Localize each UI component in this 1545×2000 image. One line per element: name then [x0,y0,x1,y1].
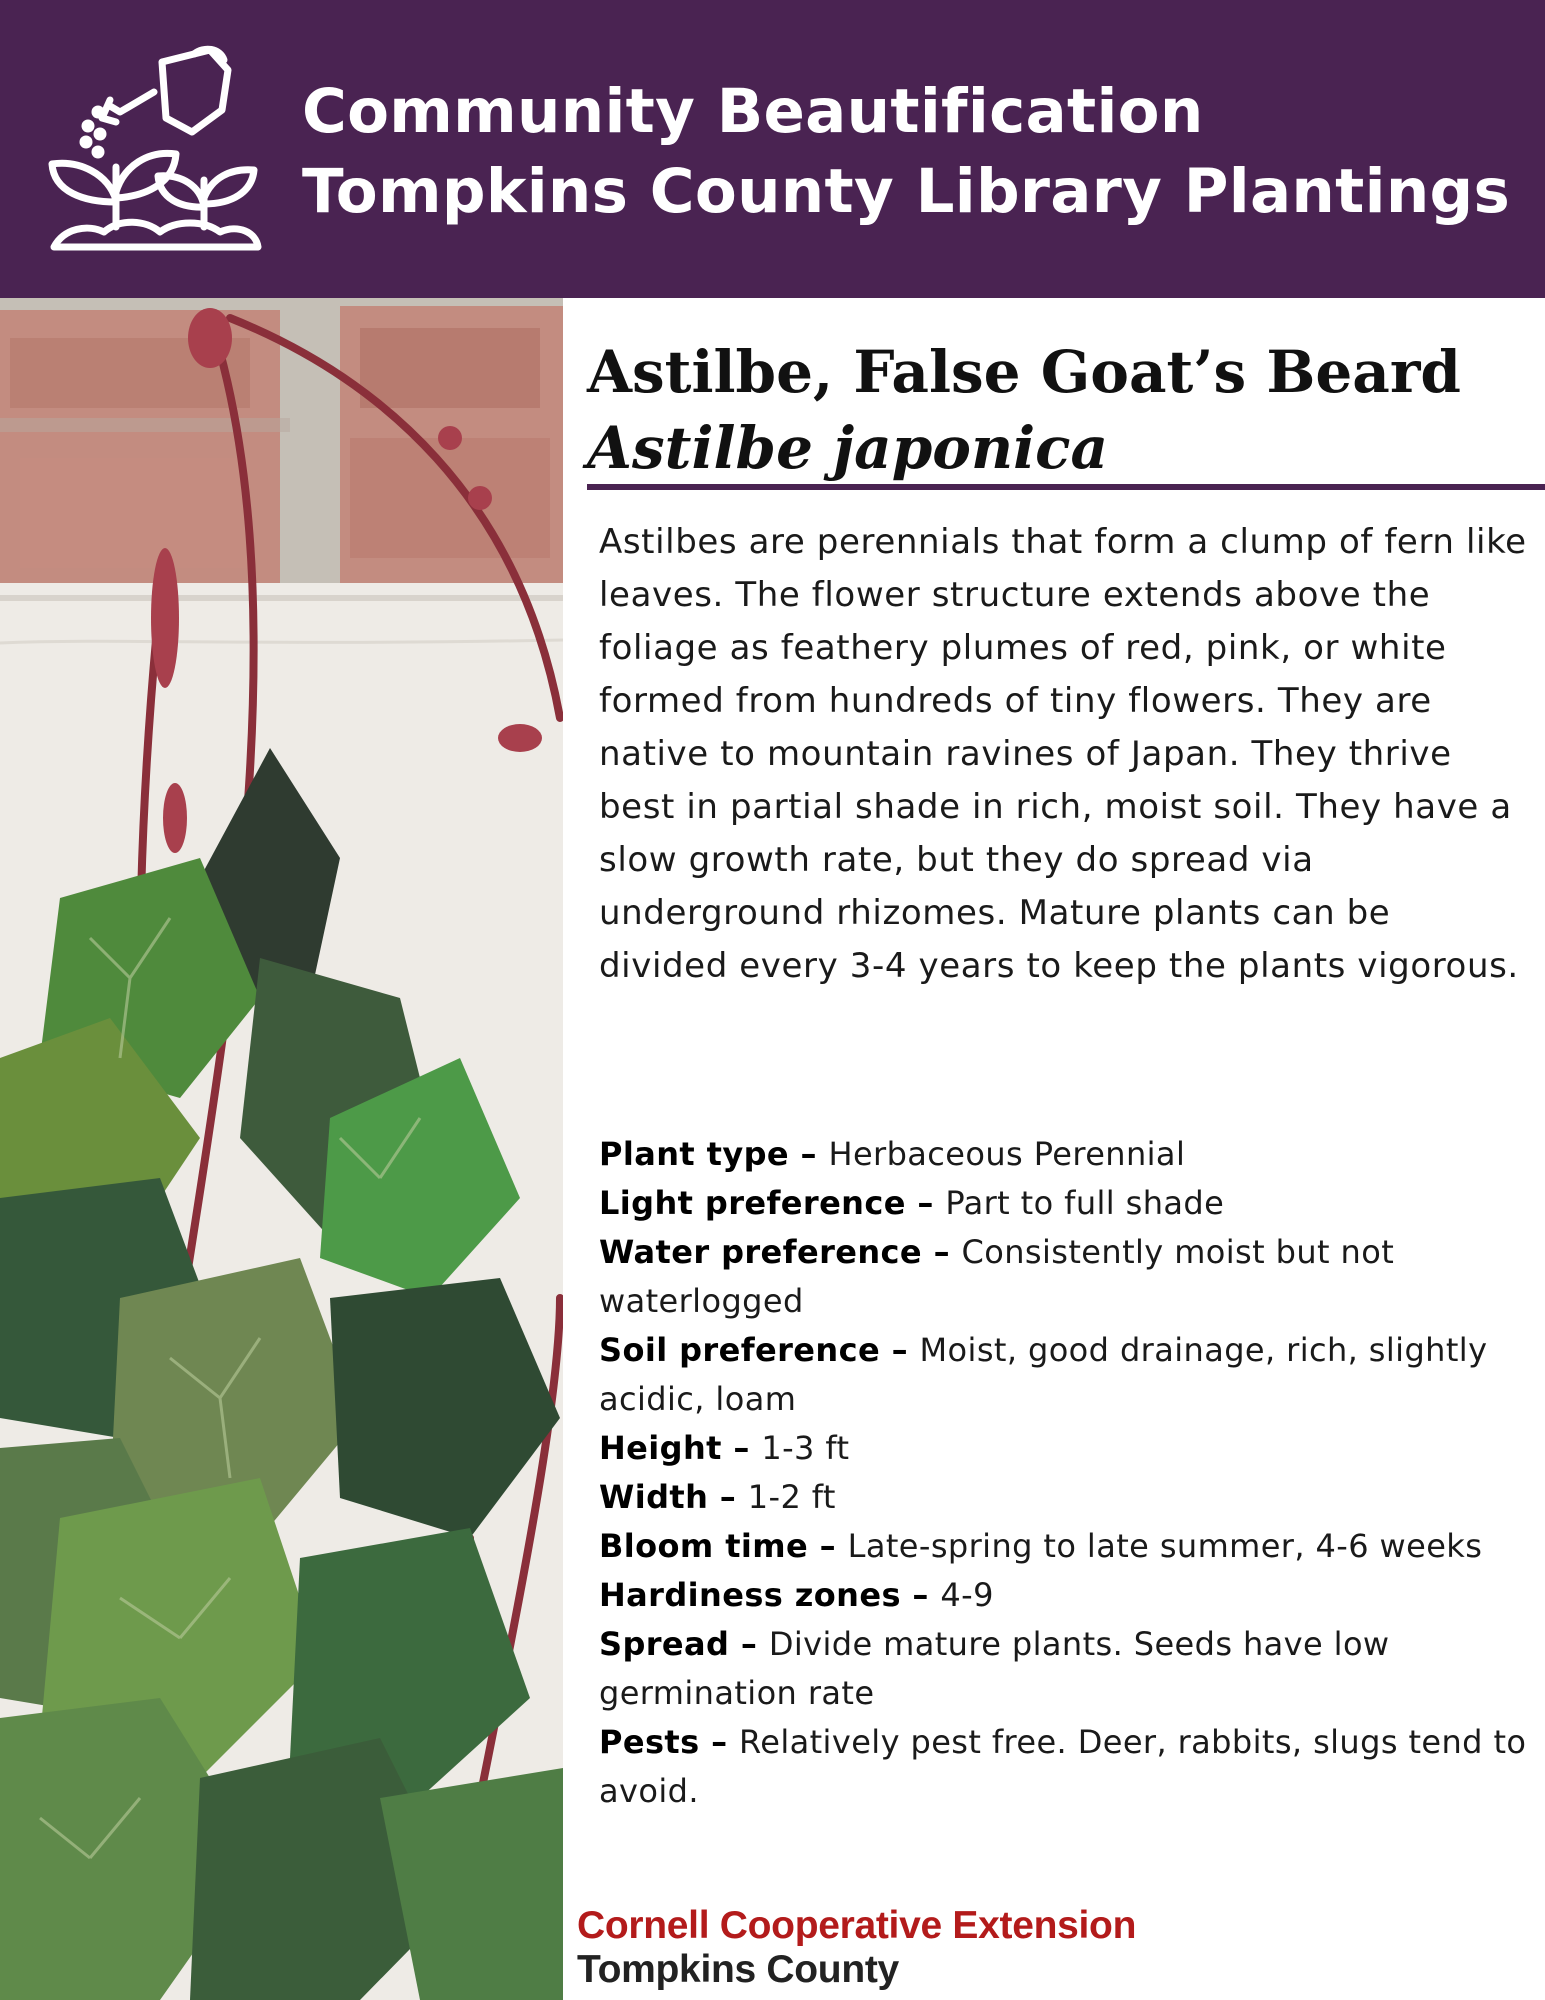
fact-label: Plant type – [599,1135,829,1173]
fact-value: 1-3 ft [761,1429,850,1467]
fact-value: Moist, good drainage, rich, slightly acidic, loam [599,1331,1488,1418]
fact-label: Spread – [599,1625,769,1663]
fact-label: Bloom time – [599,1527,848,1565]
fact-plant-type [599,1130,1529,1179]
fact-value: 1-2 ft [747,1478,836,1516]
plant-title [587,334,1527,486]
header-title [302,72,1510,232]
fact-water-preference [599,1228,1529,1326]
fact-hardiness-zones [599,1571,1529,1620]
fact-value: Relatively pest free. Deer, rabbits, slugs tend to avoid. [599,1723,1527,1810]
fact-label: Height – [599,1429,762,1467]
scientific-name: Astilbe japonica [587,414,1109,482]
fact-pests [599,1718,1529,1816]
fact-value: Part to full shade [945,1184,1225,1222]
fact-value: Consistently moist but not waterlogged [599,1233,1395,1320]
header-title-line2: Tompkins County Library Plantings [302,156,1511,227]
cce-logo [577,1904,1136,1992]
plant-info [563,298,1545,2000]
page-header [0,0,1545,298]
fact-label: Pests – [599,1723,740,1761]
fact-light-preference [599,1179,1529,1228]
astilbe-photo [0,298,563,2000]
cce-logo-line1: Cornell Cooperative Extension [577,1904,1137,1947]
fact-label: Soil preference – [599,1331,920,1369]
cce-logo-line2: Tompkins County [577,1948,899,1991]
common-name: Astilbe, False Goat’s Beard [587,338,1461,406]
title-divider [587,484,1545,490]
fact-spread [599,1620,1529,1718]
watering-can-seedlings-icon [44,42,264,257]
header-title-line1: Community Beautification [302,76,1204,147]
fact-value: Late-spring to late summer, 4-6 weeks [847,1527,1483,1565]
fact-label: Water preference – [599,1233,962,1271]
plant-description: Astilbes are perennials that form a clump of fern like leaves. The flower structure extends above the foliage as feathery plumes of red, pink, or white formed from hundreds of tiny flowers. They are native to mountain ravines of Japan. They thrive best in partial shade in rich, moist soil. They have a slow growth rate, but they do spread via underground rhizomes. Mature plants can be divided every 3-4 years to keep the plants vigorous. [599,522,1527,986]
fact-label: Light preference – [599,1184,946,1222]
fact-value: 4-9 [940,1576,994,1614]
fact-label: Width – [599,1478,748,1516]
fact-bloom-time [599,1522,1529,1571]
fact-width [599,1473,1529,1522]
fact-label: Hardiness zones – [599,1576,941,1614]
fact-soil-preference [599,1326,1529,1424]
plant-facts-list [599,1130,1529,1816]
fact-value: Divide mature plants. Seeds have low germination rate [599,1625,1390,1712]
fact-height [599,1424,1529,1473]
fact-value: Herbaceous Perennial [828,1135,1186,1173]
astilbe-photo-illustration [0,298,563,2000]
